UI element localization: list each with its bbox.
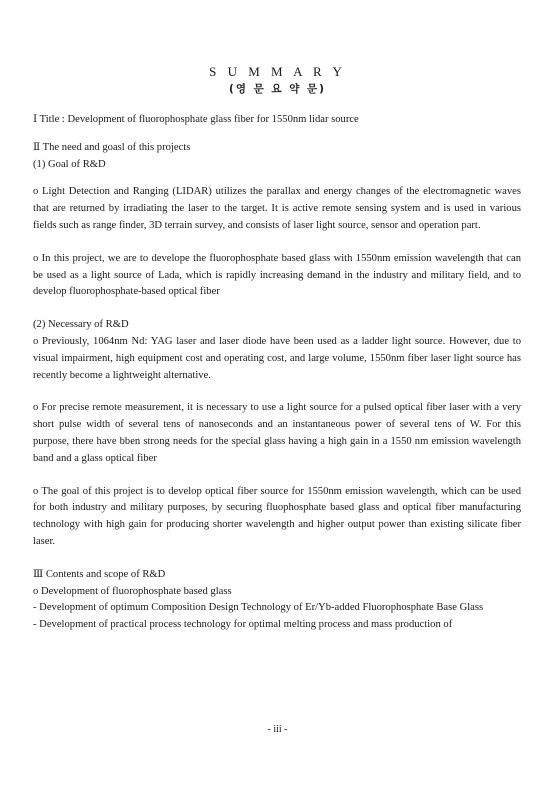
summary-title: S U M M A R Y bbox=[209, 64, 346, 79]
paragraph-goal: o The goal of this project is to develop optical fiber source for 1550nm emission wavelength, which can be used for both industry and military purposes, by securing fluophosphate based glass and optical fiber manufacturing technology with high gain for producing shorter wavelength and higher output power than existing silicate fiber laser. bbox=[33, 485, 521, 547]
page-number: - iii - bbox=[267, 724, 288, 735]
document-body bbox=[33, 112, 521, 634]
paragraph-project: o In this project, we are to develope the fluorophosphate based glass with 1550nm emission wavelength that can be used as a light source of Lada, which is rapidly increasing demand in the industry and military field, and to develop fluorophosphate-based optical fiber bbox=[33, 252, 521, 298]
contents-item: - Development of practical process technology for optimal melting process and mass production of bbox=[33, 619, 453, 631]
section-need-heading: Ⅱ The need and goasl of this projects bbox=[33, 141, 191, 153]
paragraph-lidar: o Light Detection and Ranging (LIDAR) utilizes the parallax and energy changes of the electromagnetic waves that are returned by irradiating the laser to the target. It is active remote sensing system and is used in various fields such as range finder, 3D terrain survey, and consists of laser light source, sensor and operation part. bbox=[33, 186, 521, 231]
section-title-line: Ⅰ Title : Development of fluorophosphate glass fiber for 1550nm lidar source bbox=[33, 114, 359, 125]
summary-subtitle: (영 문 요 약 문) bbox=[229, 83, 326, 95]
contents-item: o Development of fluorophosphate based glass bbox=[33, 585, 232, 597]
goal-heading: (1) Goal of R&D bbox=[33, 158, 106, 170]
paragraph-previously: o Previously, 1064nm Nd: YAG laser and laser diode have been used as a ladder light source. However, due to visual impairment, high equipment cost and operating cost, and large volume, 1550nm fiber laser light source has recently become a lightweight alternative. bbox=[33, 335, 521, 381]
contents-heading: Ⅲ Contents and scope of R&D bbox=[33, 568, 166, 580]
necessary-heading: (2) Necessary of R&D bbox=[33, 319, 129, 331]
paragraph-remote-measurement: o For precise remote measurement, it is necessary to use a light source for a pulsed optical fiber laser with a very short pulse width of several tens of nanoseconds and an instantaneous power of several tens of W. For this purpose, there have bben strong needs for the special glass having a high gain in a 1550 nm emission wavelength band and a glass optical fiber bbox=[33, 402, 521, 464]
contents-item: - Development of optimum Composition Design Technology of Er/Yb-added Fluorophosphate Base Glass bbox=[33, 602, 484, 614]
